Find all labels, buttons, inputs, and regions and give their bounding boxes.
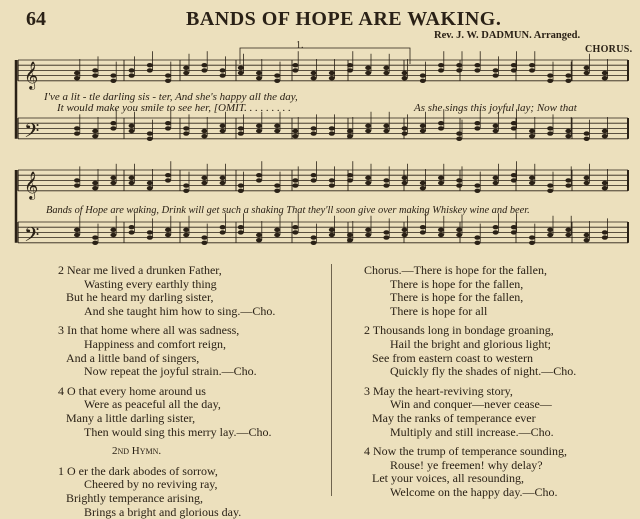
note-head bbox=[529, 63, 535, 67]
verse-line: Rouse! ye freemen! why delay? bbox=[364, 459, 634, 473]
bass-clef-icon: 𝄢 bbox=[24, 223, 39, 251]
note-head bbox=[383, 124, 389, 128]
note-head bbox=[329, 126, 335, 130]
note-head bbox=[438, 228, 444, 232]
note-head bbox=[238, 230, 244, 234]
note-head bbox=[456, 233, 462, 237]
note-head bbox=[292, 178, 298, 182]
verse-line: 2 Near me lived a drunken Father, bbox=[58, 264, 328, 278]
note-head bbox=[110, 79, 116, 83]
note-head bbox=[274, 79, 280, 83]
note-head bbox=[565, 228, 571, 232]
note-head bbox=[529, 235, 535, 239]
note-head bbox=[110, 233, 116, 237]
note-head bbox=[402, 126, 408, 130]
note-head bbox=[529, 181, 535, 185]
note-head bbox=[183, 228, 189, 232]
note-head bbox=[110, 73, 116, 77]
note-head bbox=[201, 63, 207, 67]
note-head bbox=[329, 233, 335, 237]
note-head bbox=[329, 71, 335, 75]
note-head bbox=[383, 71, 389, 75]
note-head bbox=[129, 129, 135, 133]
note-head bbox=[347, 178, 353, 182]
note-head bbox=[74, 228, 80, 232]
note-head bbox=[147, 230, 153, 234]
note-head bbox=[365, 176, 371, 180]
verse-line: Were as peaceful all the day, bbox=[58, 398, 328, 412]
note-head bbox=[92, 134, 98, 138]
note-head bbox=[474, 121, 480, 125]
note-head bbox=[92, 186, 98, 190]
note-head bbox=[602, 181, 608, 185]
note-head bbox=[311, 76, 317, 80]
note-head bbox=[402, 76, 408, 80]
note-head bbox=[329, 178, 335, 182]
verse-line: 4 O that every home around us bbox=[58, 385, 328, 399]
note-head bbox=[110, 126, 116, 130]
note-head bbox=[584, 181, 590, 185]
note-head bbox=[565, 129, 571, 133]
note-head bbox=[438, 126, 444, 130]
note-head bbox=[274, 73, 280, 77]
note-head bbox=[274, 124, 280, 128]
note-head bbox=[474, 63, 480, 67]
note-head bbox=[201, 68, 207, 72]
note-head bbox=[256, 71, 262, 75]
note-head bbox=[238, 183, 244, 187]
note-head bbox=[347, 129, 353, 133]
note-head bbox=[329, 228, 335, 232]
verse-line: Win and conquer—never cease— bbox=[364, 398, 634, 412]
note-head bbox=[493, 176, 499, 180]
verses-right-column bbox=[364, 264, 634, 500]
note-head bbox=[565, 73, 571, 77]
note-head bbox=[92, 73, 98, 77]
note-head bbox=[602, 134, 608, 138]
note-head bbox=[493, 225, 499, 229]
verse-line: Brightly temperance arising, bbox=[58, 492, 328, 506]
note-head bbox=[329, 183, 335, 187]
note-head bbox=[420, 181, 426, 185]
note-head bbox=[292, 129, 298, 133]
verse-line: Many a little darling sister, bbox=[58, 412, 328, 426]
note-head bbox=[147, 235, 153, 239]
note-head bbox=[183, 126, 189, 130]
note-head bbox=[438, 121, 444, 125]
note-head bbox=[438, 176, 444, 180]
note-head bbox=[274, 183, 280, 187]
note-head bbox=[511, 230, 517, 234]
note-head bbox=[201, 129, 207, 133]
note-head bbox=[493, 129, 499, 133]
note-head bbox=[565, 134, 571, 138]
note-head bbox=[456, 228, 462, 232]
note-head bbox=[256, 129, 262, 133]
note-head bbox=[584, 233, 590, 237]
note-head bbox=[256, 233, 262, 237]
note-head bbox=[584, 66, 590, 70]
note-head bbox=[456, 131, 462, 135]
note-head bbox=[529, 68, 535, 72]
note-head bbox=[256, 173, 262, 177]
note-head bbox=[311, 126, 317, 130]
note-head bbox=[129, 124, 135, 128]
note-head bbox=[420, 186, 426, 190]
note-head bbox=[129, 181, 135, 185]
note-head bbox=[420, 73, 426, 77]
note-head bbox=[511, 126, 517, 130]
note-head bbox=[329, 76, 335, 80]
note-head bbox=[274, 189, 280, 193]
note-head bbox=[220, 68, 226, 72]
note-head bbox=[201, 235, 207, 239]
note-head bbox=[547, 126, 553, 130]
verse-line: There is hope for the fallen, bbox=[364, 291, 634, 305]
note-head bbox=[383, 235, 389, 239]
page-number: 64 bbox=[26, 8, 46, 31]
ending-bracket bbox=[240, 48, 410, 64]
note-head bbox=[311, 235, 317, 239]
note-head bbox=[129, 176, 135, 180]
note-head bbox=[110, 181, 116, 185]
note-head bbox=[274, 233, 280, 237]
verse-line: 2 Thousands long in bondage groaning, bbox=[364, 324, 634, 338]
note-head bbox=[74, 131, 80, 135]
verse-line: Wasting every earthly thing bbox=[58, 278, 328, 292]
note-head bbox=[311, 178, 317, 182]
note-head bbox=[347, 134, 353, 138]
verses-left-column bbox=[58, 264, 328, 519]
note-head bbox=[165, 79, 171, 83]
note-head bbox=[402, 71, 408, 75]
note-head bbox=[402, 176, 408, 180]
verse-line: Then would sing this merry lay.—Cho. bbox=[58, 426, 328, 440]
note-head bbox=[329, 131, 335, 135]
verse-line: And a little band of singers, bbox=[58, 352, 328, 366]
note-head bbox=[529, 176, 535, 180]
verse-line: Now repeat the joyful strain.—Cho. bbox=[58, 365, 328, 379]
note-head bbox=[474, 183, 480, 187]
note-head bbox=[383, 66, 389, 70]
note-head bbox=[74, 183, 80, 187]
lyric-line-1c: As she sings this joyful lay; Now that bbox=[414, 102, 577, 114]
note-head bbox=[511, 225, 517, 229]
note-head bbox=[110, 121, 116, 125]
note-head bbox=[238, 126, 244, 130]
note-head bbox=[365, 228, 371, 232]
note-head bbox=[347, 238, 353, 242]
note-head bbox=[347, 63, 353, 67]
note-head bbox=[365, 124, 371, 128]
note-head bbox=[529, 241, 535, 245]
note-head bbox=[602, 235, 608, 239]
note-head bbox=[201, 181, 207, 185]
note-head bbox=[74, 178, 80, 182]
note-head bbox=[147, 181, 153, 185]
verse-line: Welcome on the happy day.—Cho. bbox=[364, 486, 634, 500]
lyric-line-1a: I've a lit - tle darling sis - ter, And she's happy all the day, bbox=[44, 91, 298, 103]
note-head bbox=[602, 230, 608, 234]
note-head bbox=[147, 68, 153, 72]
note-head bbox=[383, 183, 389, 187]
note-head bbox=[402, 233, 408, 237]
note-head bbox=[438, 233, 444, 237]
note-head bbox=[493, 68, 499, 72]
note-head bbox=[165, 121, 171, 125]
note-head bbox=[365, 233, 371, 237]
note-head bbox=[220, 225, 226, 229]
note-head bbox=[347, 233, 353, 237]
note-head bbox=[165, 233, 171, 237]
note-head bbox=[584, 238, 590, 242]
note-head bbox=[547, 228, 553, 232]
note-head bbox=[402, 228, 408, 232]
note-head bbox=[183, 183, 189, 187]
verse-line: Brings a bright and glorious day. bbox=[58, 506, 328, 519]
note-head bbox=[493, 73, 499, 77]
note-head bbox=[420, 129, 426, 133]
verse-line: Quickly fly the shades of night.—Cho. bbox=[364, 365, 634, 379]
note-head bbox=[420, 225, 426, 229]
note-head bbox=[547, 73, 553, 77]
note-head bbox=[511, 68, 517, 72]
note-head bbox=[220, 73, 226, 77]
note-head bbox=[311, 131, 317, 135]
verse-line: 3 In that home where all was sadness, bbox=[58, 324, 328, 338]
note-head bbox=[165, 73, 171, 77]
note-head bbox=[493, 181, 499, 185]
note-head bbox=[274, 129, 280, 133]
note-head bbox=[511, 63, 517, 67]
note-head bbox=[365, 129, 371, 133]
note-head bbox=[420, 79, 426, 83]
note-head bbox=[110, 228, 116, 232]
note-head bbox=[311, 241, 317, 245]
song-title: BANDS OF HOPE ARE WAKING. bbox=[186, 8, 501, 31]
note-head bbox=[602, 76, 608, 80]
note-head bbox=[165, 126, 171, 130]
note-head bbox=[147, 186, 153, 190]
chorus-marker: CHORUS. bbox=[585, 44, 632, 55]
note-head bbox=[292, 183, 298, 187]
verse-line: And she taught him how to sing.—Cho. bbox=[58, 305, 328, 319]
note-head bbox=[456, 178, 462, 182]
note-head bbox=[74, 71, 80, 75]
note-head bbox=[183, 189, 189, 193]
note-head bbox=[92, 235, 98, 239]
composer-credit: Rev. J. W. DADMUN. Arranged. bbox=[434, 30, 580, 41]
note-head bbox=[565, 233, 571, 237]
note-head bbox=[584, 131, 590, 135]
note-head bbox=[584, 176, 590, 180]
note-head bbox=[420, 124, 426, 128]
note-head bbox=[201, 241, 207, 245]
note-head bbox=[347, 173, 353, 177]
first-ending-mark: 1. bbox=[296, 40, 304, 51]
note-head bbox=[456, 183, 462, 187]
note-head bbox=[511, 178, 517, 182]
note-head bbox=[547, 189, 553, 193]
verse-line: Let your voices, all resounding, bbox=[364, 472, 634, 486]
note-head bbox=[402, 131, 408, 135]
note-head bbox=[292, 134, 298, 138]
note-head bbox=[129, 225, 135, 229]
note-head bbox=[292, 68, 298, 72]
note-head bbox=[438, 63, 444, 67]
column-divider bbox=[331, 264, 332, 496]
note-head bbox=[420, 230, 426, 234]
lyric-line-2: Bands of Hope are waking, Drink will get such a shaking That they'll soon give over making Whiskey wine and beer. bbox=[46, 205, 530, 216]
note-head bbox=[165, 173, 171, 177]
verse-line: See from eastern coast to western bbox=[364, 352, 634, 366]
note-head bbox=[147, 63, 153, 67]
note-head bbox=[383, 178, 389, 182]
verse-line: 2nd Hymn. bbox=[58, 445, 328, 459]
verse-line: There is hope for all bbox=[364, 305, 634, 319]
note-head bbox=[547, 79, 553, 83]
verse-line: 3 May the heart-reviving story, bbox=[364, 385, 634, 399]
bass-clef-icon: 𝄢 bbox=[24, 119, 39, 147]
note-head bbox=[456, 137, 462, 141]
note-head bbox=[493, 230, 499, 234]
note-head bbox=[238, 189, 244, 193]
note-head bbox=[292, 63, 298, 67]
verse-line: May the ranks of temperance ever bbox=[364, 412, 634, 426]
note-head bbox=[493, 124, 499, 128]
note-head bbox=[220, 230, 226, 234]
note-head bbox=[438, 181, 444, 185]
note-head bbox=[292, 225, 298, 229]
verse-line: But he heard my darling sister, bbox=[58, 291, 328, 305]
note-head bbox=[547, 233, 553, 237]
verse-line: Cheered by no reviving ray, bbox=[58, 478, 328, 492]
note-head bbox=[365, 181, 371, 185]
note-head bbox=[165, 228, 171, 232]
note-head bbox=[292, 230, 298, 234]
note-head bbox=[383, 129, 389, 133]
note-head bbox=[183, 66, 189, 70]
note-head bbox=[129, 73, 135, 77]
note-head bbox=[238, 225, 244, 229]
note-head bbox=[129, 68, 135, 72]
note-head bbox=[602, 186, 608, 190]
note-head bbox=[256, 124, 262, 128]
note-head bbox=[201, 176, 207, 180]
note-head bbox=[92, 129, 98, 133]
treble-clef-icon: 𝄞 bbox=[24, 61, 38, 90]
note-head bbox=[438, 68, 444, 72]
note-head bbox=[529, 129, 535, 133]
note-head bbox=[365, 71, 371, 75]
note-head bbox=[365, 66, 371, 70]
note-head bbox=[529, 134, 535, 138]
note-head bbox=[129, 230, 135, 234]
note-head bbox=[147, 131, 153, 135]
verse-line: 1 O er the dark abodes of sorrow, bbox=[58, 465, 328, 479]
note-head bbox=[584, 71, 590, 75]
note-head bbox=[92, 68, 98, 72]
note-head bbox=[220, 176, 226, 180]
note-head bbox=[383, 230, 389, 234]
note-head bbox=[565, 178, 571, 182]
note-head bbox=[565, 79, 571, 83]
note-head bbox=[474, 126, 480, 130]
note-head bbox=[347, 68, 353, 72]
note-head bbox=[74, 76, 80, 80]
note-head bbox=[92, 181, 98, 185]
note-head bbox=[183, 131, 189, 135]
note-head bbox=[511, 121, 517, 125]
note-head bbox=[565, 183, 571, 187]
note-head bbox=[602, 71, 608, 75]
note-head bbox=[183, 71, 189, 75]
note-head bbox=[547, 131, 553, 135]
note-head bbox=[220, 181, 226, 185]
note-head bbox=[602, 129, 608, 133]
note-head bbox=[183, 233, 189, 237]
verse-line: Multiply and still increase.—Cho. bbox=[364, 426, 634, 440]
treble-clef-icon: 𝄞 bbox=[24, 171, 38, 200]
note-head bbox=[402, 181, 408, 185]
note-head bbox=[474, 189, 480, 193]
note-head bbox=[220, 129, 226, 133]
note-head bbox=[311, 173, 317, 177]
note-head bbox=[147, 137, 153, 141]
lyric-line-1b: It would make you smile to see her, [OMIT. . . . . . . . . bbox=[57, 102, 291, 114]
note-head bbox=[74, 126, 80, 130]
note-head bbox=[74, 233, 80, 237]
verse-line: 4 Now the trump of temperance sounding, bbox=[364, 445, 634, 459]
note-head bbox=[311, 71, 317, 75]
note-head bbox=[274, 228, 280, 232]
note-head bbox=[238, 71, 244, 75]
note-head bbox=[474, 241, 480, 245]
note-head bbox=[256, 76, 262, 80]
note-head bbox=[256, 178, 262, 182]
note-head bbox=[238, 131, 244, 135]
note-head bbox=[220, 124, 226, 128]
verse-line: Hail the bright and glorious light; bbox=[364, 338, 634, 352]
note-head bbox=[456, 63, 462, 67]
note-head bbox=[474, 68, 480, 72]
note-head bbox=[511, 173, 517, 177]
note-head bbox=[456, 68, 462, 72]
note-head bbox=[256, 238, 262, 242]
note-head bbox=[547, 183, 553, 187]
note-head bbox=[92, 241, 98, 245]
note-head bbox=[201, 134, 207, 138]
verse-line: Chorus.—There is hope for the fallen, bbox=[364, 264, 634, 278]
verse-line: Happiness and comfort reign, bbox=[58, 338, 328, 352]
verse-line: There is hope for the fallen, bbox=[364, 278, 634, 292]
note-head bbox=[238, 66, 244, 70]
note-head bbox=[110, 176, 116, 180]
note-head bbox=[165, 178, 171, 182]
note-head bbox=[474, 235, 480, 239]
note-head bbox=[584, 137, 590, 141]
